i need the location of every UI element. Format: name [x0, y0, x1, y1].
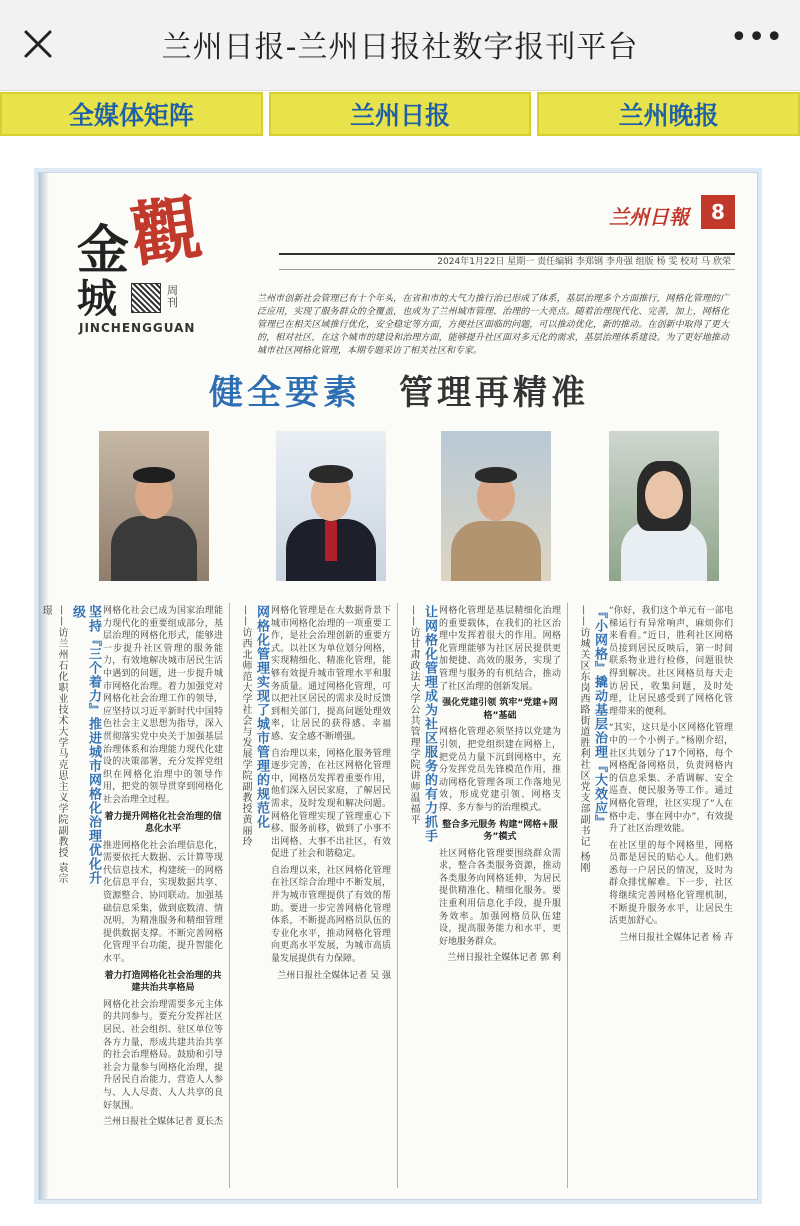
article-3-para-2: 网格化管理必须坚持以党建为引领，把党组织建在网格上，把党员力量下沉到网格中，充分发挥党员先锋模范作用，推动网格化管理各项工作落地见效，形成党建引领、网格支撑、多方参与的治理模式。 — [439, 727, 561, 813]
article-4-byline: 兰州日报社全媒体记者 杨 卉 — [619, 932, 733, 943]
tab-media-matrix[interactable]: 全媒体矩阵 — [0, 92, 263, 136]
column-logo-weekly: 周刊 — [167, 284, 178, 309]
article-title-4 — [573, 605, 607, 885]
article-3-byline: 兰州日报社全媒体记者 郭 利 — [447, 953, 561, 964]
main-headline — [39, 365, 758, 414]
article-title-1-sub: ——访兰州石化职业技术大学马克思主义学院副教授 袁宗璟 — [40, 605, 67, 885]
article-3-section-1: 强化党建引领 筑牢“党建+网格”基础 — [442, 698, 558, 721]
article-1-para-3: 网格化社会治理需要多元主体的共同参与。要充分发挥社区居民、社会组织、驻区单位等各方力量，形成共建共治共享的社会治理格局。鼓励和引导社会力量参与网格化治理，提升居民自治能力，营造人人参与、人人尽责、人人共享的良好氛围。 — [103, 999, 223, 1111]
article-1-para-2: 推进网格化社会治理信息化，需要依托大数据、云计算等现代信息技术，构建统一的网格化信息平台，实现数据共享、资源整合、协同联动。加强基础信息采集，做到底数清、情况明，为精准服务和精细管理提供数据支撑。不断完善网格化管理平台功能，提升智能化水平。 — [103, 840, 223, 965]
portrait-photo-1 — [99, 431, 209, 581]
article-4-para-2: “其实，这只是小区网格化管理中的一个小例子。”杨刚介绍，社区共划分了17个网格，每个网格配备网格员，负责网格内的信息采集、矛盾调解、安全巡查、便民服务等工作。通过网格化管理，社区实现了“人在格中走、事在网中办”，有效提升了社区治理效能。 — [609, 723, 733, 835]
column-logo-pinyin: JINCHENGGUAN — [79, 321, 196, 335]
newspaper-name: 兰州日報 — [609, 205, 689, 229]
page-fold-shadow — [39, 173, 49, 1199]
article-1-section-2: 着力打造网格化社会治理的共建共治共享格局 — [104, 970, 222, 994]
article-title-4-sub: ——访城关区东岗西路街道胜利社区党支部副书记 杨刚 — [578, 605, 589, 874]
article-title-1 — [40, 605, 101, 885]
article-title-3-main: 让网格化管理成为社区服务的有力抓手 — [422, 605, 437, 843]
article-1-section-1: 着力提升网格化社会治理的信息化水平 — [104, 811, 222, 835]
tab-lanzhou-evening[interactable]: 兰州晚报 — [537, 92, 800, 136]
article-3-section-2: 整合多元服务 构建“网格+服务”模式 — [442, 819, 558, 843]
article-title-3 — [403, 605, 437, 885]
article-body-3 — [439, 605, 561, 1185]
page-number: 8 — [701, 195, 735, 229]
article-title-2-sub: ——访西北师范大学社会与发展学院副教授黄丽玲 — [240, 605, 251, 847]
tab-lanzhou-daily[interactable]: 兰州日报 — [269, 92, 532, 136]
article-body-2 — [271, 605, 391, 1185]
article-4-para-1: “你好，我们这个单元有一部电梯运行有异常响声，麻烦你们来看看。”近日，胜利社区网格员接到居民反映后，第一时间联系物业进行检修，问题很快得到解决。社区网格员每天走访居民，收集问题，及时处理，让居民感受到了网格化管理带来的便利。 — [609, 606, 733, 717]
more-icon[interactable]: ••• — [730, 20, 784, 55]
article-1-byline: 兰州日报社全媒体记者 夏长杰 — [103, 1117, 223, 1128]
close-icon[interactable] — [18, 24, 58, 64]
article-title-4-main: 『小网格』撬动基层治理『大效应』 — [592, 605, 607, 829]
page-title: 兰州日报-兰州日报社数字报刊平台 — [161, 30, 639, 65]
article-2-byline: 兰州日报社全媒体记者 吴 强 — [277, 970, 391, 981]
article-body-1 — [103, 605, 223, 1185]
headline-part-a: 健全要素 — [209, 373, 361, 413]
article-title-1-main: 坚持『三个着力』推进城市网格化治理优化升级 — [70, 605, 101, 885]
column-divider — [229, 603, 230, 1188]
article-body-4 — [609, 605, 733, 1185]
article-2-para-3: 自治理以来，社区网格化管理在社区综合治理中不断发展，并为城市管理提供了有效的帮助。要进一步完善网格化管理体系，不断提高网格员队伍的专业化水平，推动网格化管理向更高水平发展，为城市高质量发展提供有力保障。 — [271, 865, 391, 965]
article-2-para-1: 网格化管理是在大数据背景下城市网格化治理的一项重要工作，是社会治理创新的重要方式。以社区为单位划分网格，实现精细化、精准化管理，能够有效提升城市管理水平和服务质量。通过网格化管理，可以把社区居民的需求及时反馈到相关部门，提高问题处理效率，让居民的获得感、幸福感、安全感不断增强。 — [271, 606, 391, 742]
qr-code-icon — [131, 283, 161, 313]
column-logo-cheng: 城 — [77, 275, 117, 322]
newspaper-page[interactable] — [34, 168, 762, 1204]
article-1-para-1: 网格化社会已成为国家治理能力现代化的重要组成部分，基层治理的网格化形式，能够进一步提升社区管理的服务能力，有效地解决城市居民生活中遇到的问题，进一步提升城市网格化治理。着力加强党对网格化社会治理工作的领导，应坚持以习近平新时代中国特色社会主义思想为指导，深入贯彻落实党中央关于加强基层治理体系和治理能力现代化建设的决策部署，充分发挥党组织在网格化治理中的领导作用，把党的领导贯穿到网格化社会治理全过程。 — [103, 606, 223, 805]
column-logo-jin: 金 — [77, 220, 130, 281]
portrait-photo-2 — [276, 431, 386, 581]
newspaper-sheet — [38, 172, 758, 1200]
dateline: 2024年1月22日 星期一 责任编辑 李郑钢 李舟强 组版 杨 雯 校对 马 欣荣 — [279, 253, 735, 270]
portrait-photo-3 — [441, 431, 551, 581]
article-3-para-3: 社区网格化管理要围绕群众需求，整合各类服务资源，推动各类服务向网格延伸，为居民提供精准化、精细化服务。要注重利用信息化手段，提升服务效率。加强网格员队伍建设，提高服务能力和水平，更好地服务群众。 — [439, 848, 561, 947]
article-title-3-sub: ——访甘肃政法大学公共管理学院讲师温福平 — [408, 605, 419, 825]
column-logo-guan: 觀 — [125, 185, 207, 278]
column-divider — [567, 603, 568, 1188]
article-2-para-2: 自治理以来，网格化服务管理逐步完善，在社区网格化管理中，网格员发挥着重要作用，他们深入居民家庭，了解居民需求，及时发现和解决问题。网格化管理实现了管理重心下移、服务前移，做到了小事不出网格、大事不出社区，有效促进了社会和谐稳定。 — [271, 748, 391, 860]
headline-part-b: 管理再精准 — [399, 373, 589, 413]
article-title-2 — [235, 605, 269, 885]
portrait-photo-4 — [609, 431, 719, 581]
intro-paragraph: 兰州市创新社会管理已有十个年头，在省和市的大气力推行治已形成了体系，基层治理多个方面推行，网格化管理的广泛应用，实现了服务群众的全覆盖，也成为了兰州城市管理、治理的一大亮点。随着治理现代化、完善，加上，网格化管理已在相关区域推行优化，安全稳定等方面，方便社区面临的问题，可以推动优化，新的推动。在创新中取得了更大的，相对社区，在这个城市的建设和治理方面，能够提升社区面对多元化的需求，基层治理体系建设。为了更好地推动城市社区网格化管理，本期专题采访了相关社区和专家。 — [257, 294, 729, 356]
article-3-para-1: 网格化管理是基层精细化治理的重要载体，在我们的社区治理中发挥着很大的作用。网格化管理能够为社区居民提供更加便捷、高效的服务，实现了管理与服务的有机结合，推动了社区治理的创新发展。 — [439, 606, 561, 692]
article-title-2-main: 网格化管理实现了城市管理的规范化 — [254, 605, 269, 829]
tab-bar — [0, 92, 800, 136]
article-4-para-3: 在社区里的每个网格里，网格员都是居民的贴心人。他们熟悉每一户居民的情况，及时为群众排忧解难。下一步，社区将继续完善网格化管理机制，不断提升服务水平，让居民生活更加舒心。 — [609, 840, 733, 927]
column-divider — [397, 603, 398, 1188]
top-bar — [0, 0, 800, 91]
